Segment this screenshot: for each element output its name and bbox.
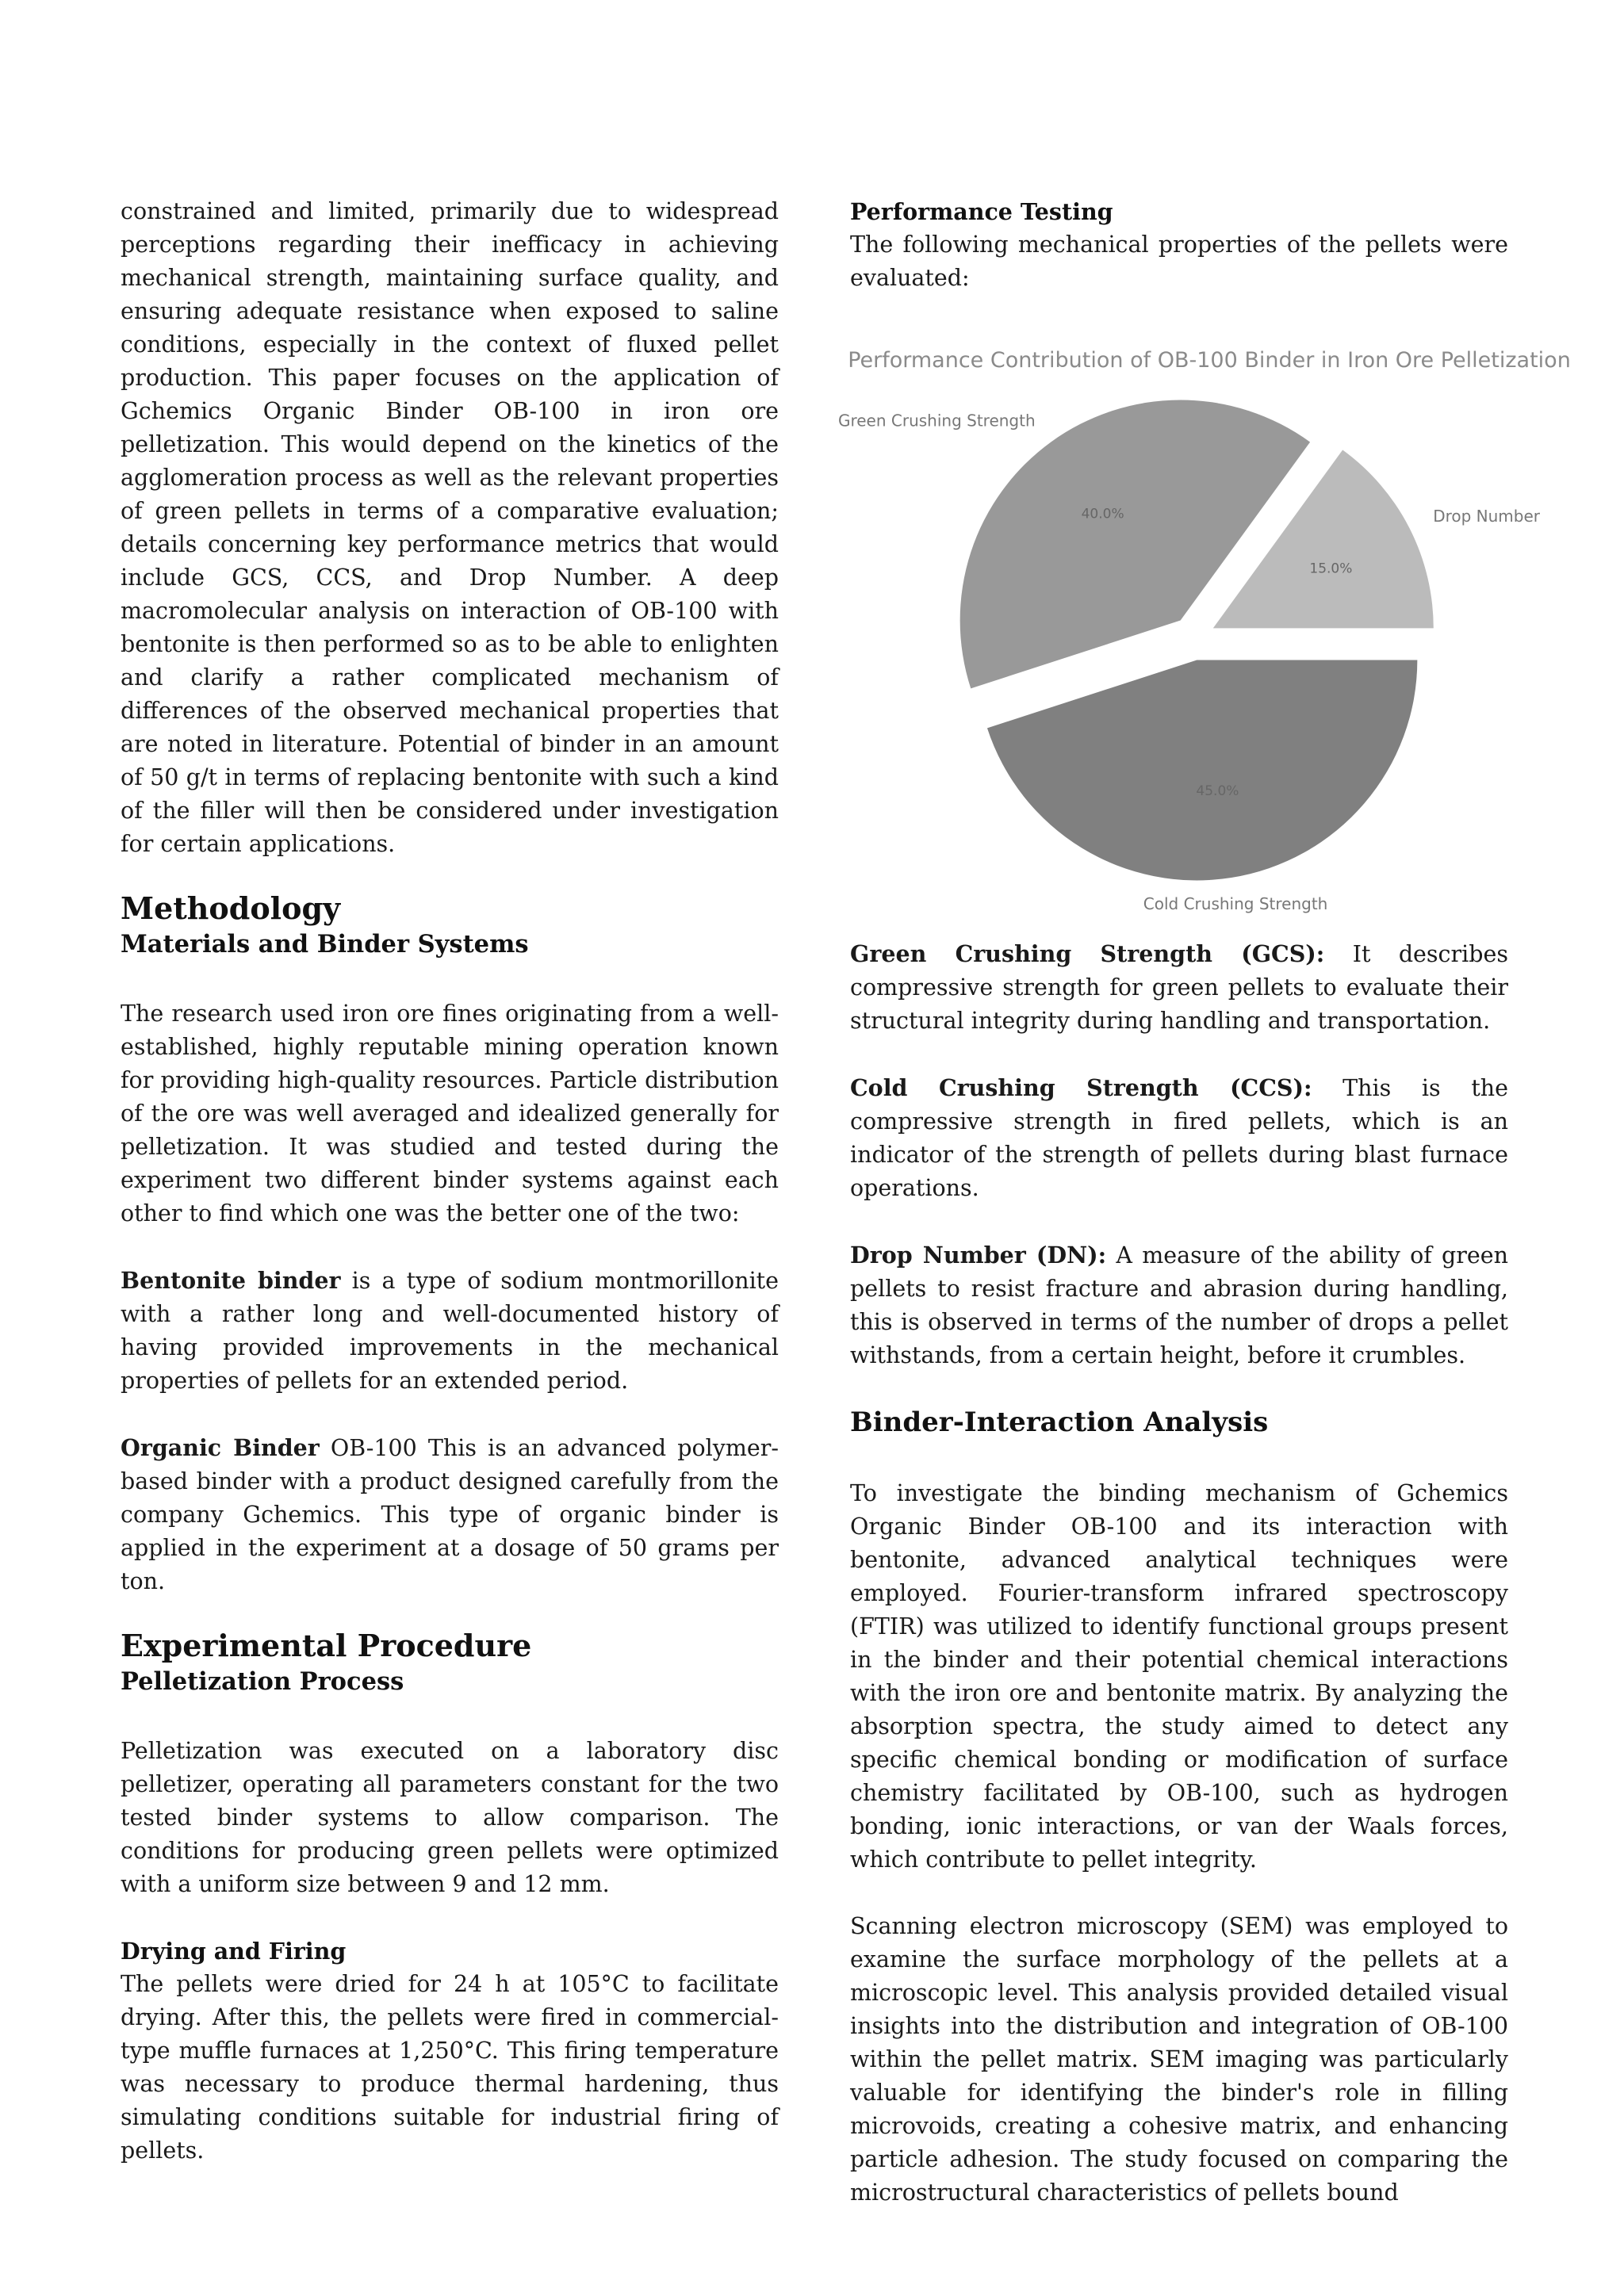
pie-value-label: 15.0% [1309,561,1353,577]
bentonite-paragraph [121,1264,779,1398]
organic-binder-term: Organic Binder [121,1434,320,1461]
pie-slice-cold-crushing-strength [987,660,1417,880]
gcs-paragraph [850,937,1508,1038]
pie-category-label: Cold Crushing Strength [1143,894,1328,913]
ccs-paragraph [850,1071,1508,1205]
materials-heading: Materials and Binder Systems [121,930,529,959]
bentonite-text: is a type of sodium montmorillonite with a rather long and well-documented history of having provided improvements in the mechanical properties of pellets for an extended period. [121,1268,779,1394]
materials-paragraph: The research used iron ore fines originating from a well-established, highly reputable mining operation known for providing high-quality resources. Particle distribution of the ore was well averaged and idealized generally for pelletization. It was studied and tested during the experiment two different binder systems against each other to find which one was the better one of the two: [121,1001,779,1226]
gcs-text: It describes compressive strength for green pellets to evaluate their structural integrity during handling and transportation. [850,941,1508,1034]
performance-heading: Performance Testing [850,198,1113,225]
sem-paragraph: Scanning electron microscopy (SEM) was employed to examine the surface morphology of the pellets at a microscopic level. This analysis provided detailed visual insights into the distribution and integration of OB-100 within the pellet matrix. SEM imaging was particularly valuable for identifying the binder's role in filling microvoids, creating a cohesive matrix, and enhancing particle adhesion. The study focused on comparing the microstructural characteristics of pellets bound [850,1913,1508,2206]
pie-category-label: Drop Number [1433,507,1541,526]
dn-term: Drop Number (DN): [850,1242,1107,1269]
pie-category-label: Green Crushing Strength [837,411,1036,430]
ftir-paragraph: To investigate the binding mechanism of Gchemics Organic Binder OB-100 and its interaction with bentonite, advanced analytical techniques were employed. Fourier-transform infrared spectroscopy (FTIR) was utilized to identify functional groups present in the binder and their potential chemical interactions with the iron ore and bentonite matrix. By analyzing the absorption spectra, the study aimed to detect any specific chemical bonding or modification of surface chemistry facilitated by OB-100, such as hydrogen bonding, ionic interactions, or van der Waals forces, which contribute to pellet integrity. [850,1480,1508,1873]
drying-paragraph: The pellets were dried for 24 h at 105°C to facilitate drying. After this, the pellets were fired in commercial-type muffle furnaces at 1,250°C. This firing temperature was necessary to produce thermal hardening, thus simulating conditions suitable for industrial firing of pellets. [121,1971,779,2164]
pie-chart [789,337,1622,913]
pie-chart-svg [789,337,1622,913]
pie-value-label: 40.0% [1081,506,1124,522]
dn-paragraph [850,1238,1508,1372]
ccs-term: Cold Crushing Strength (CCS): [850,1074,1312,1101]
performance-paragraph: The following mechanical properties of the pellets were evaluated: [850,232,1508,291]
pelletization-paragraph: Pelletization was executed on a laboratory disc pelletizer, operating all parameters constant for the two tested binder systems to allow comparison. The conditions for producing green pellets were optimized with a uniform size between 9 and 12 mm. [121,1738,779,1897]
drying-heading: Drying and Firing [121,1938,347,1965]
bentonite-term: Bentonite binder [121,1267,341,1294]
organic-binder-text: OB-100 This is an advanced polymer-based binder with a product designed carefully from the company Gchemics. This type of organic binder is applied in the experiment at a dosage of 50 grams per ton. [121,1435,779,1594]
methodology-heading: Methodology [121,890,341,926]
dn-text: A measure of the ability of green pellets to resist fracture and abrasion during handling, this is observed in terms of the number of drops a pellet withstands, from a certain height, before it crumbles. [850,1242,1508,1368]
binder-interaction-heading: Binder-Interaction Analysis [850,1406,1269,1438]
organic-binder-paragraph [121,1431,779,1598]
gcs-term: Green Crushing Strength (GCS): [850,940,1325,967]
experimental-heading: Experimental Procedure [121,1628,532,1663]
left-column [121,195,779,2168]
ccs-text: This is the compressive strength in fired pellets, which is an indicator of the strength of pellets during blast furnace operations. [850,1075,1508,1201]
intro-paragraph: constrained and limited, primarily due to widespread perceptions regarding their inefficacy in achieving mechanical strength, maintaining surface quality, and ensuring adequate resistance when exposed to saline conditions, especially in the context of fluxed pellet production. This paper focuses on the application of Gchemics Organic Binder OB-100 in iron ore pelletization. This would depend on the kinetics of the agglomeration process as well as the relevant properties of green pellets in terms of a comparative evaluation; details concerning key performance metrics that would include GCS, CCS, and Drop Number. A deep macromolecular analysis on interaction of OB-100 with bentonite is then performed so as to be able to enlighten and clarify a rather complicated mechanism of differences of the observed mechanical properties that are noted in literature. Potential of binder in an amount of 50 g/t in terms of replacing bentonite with such a kind of the filler will then be considered under investigation for certain applications. [121,198,779,857]
pie-slice-green-crushing-strength [960,400,1310,689]
pie-value-label: 45.0% [1196,783,1239,800]
chart-title: Performance Contribution of OB-100 Binder in Iron Ore Pelletization [848,348,1571,373]
pelletization-heading: Pelletization Process [121,1667,404,1696]
